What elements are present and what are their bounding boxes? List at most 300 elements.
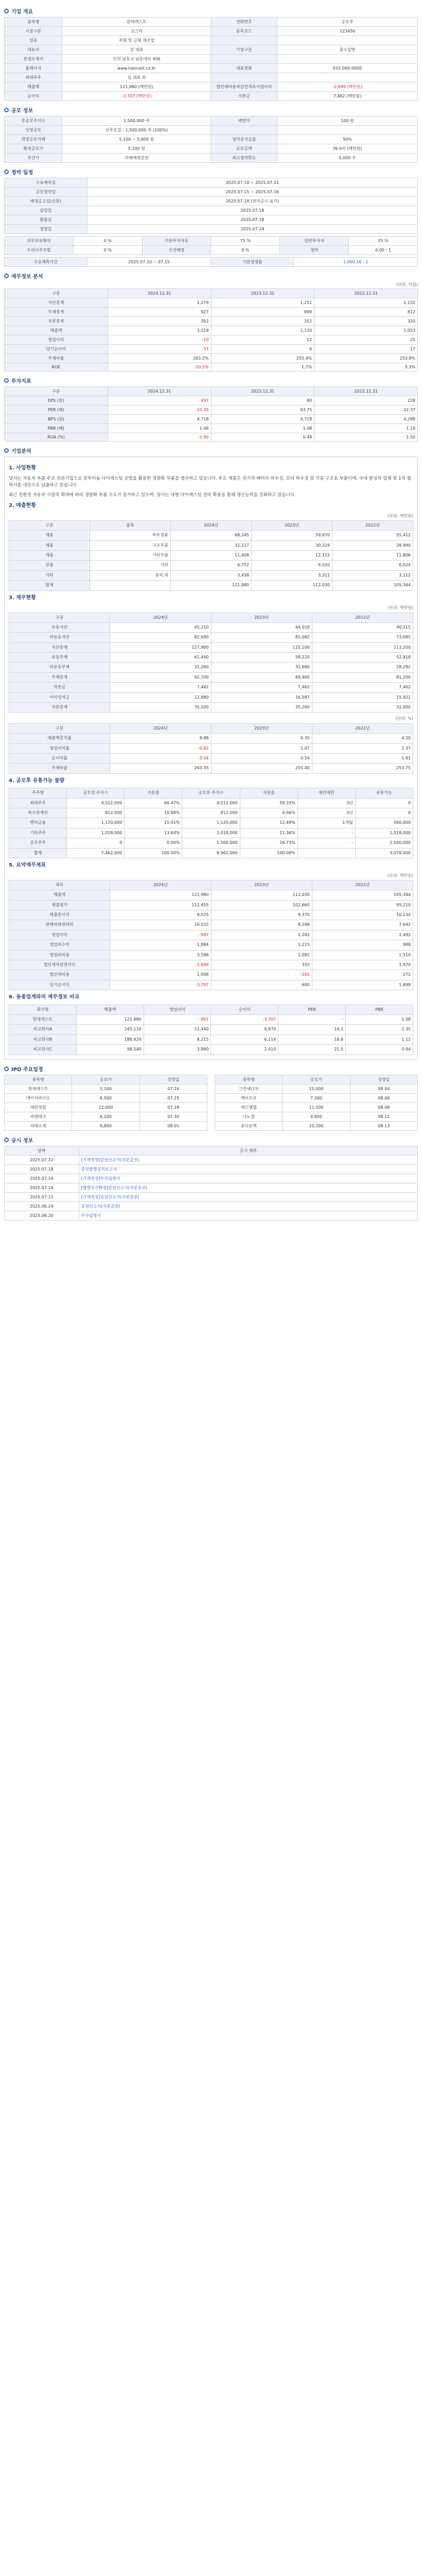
cell: 3,112	[332, 570, 413, 580]
column-header: 상장일	[139, 1075, 207, 1084]
cell: -3,707	[110, 980, 211, 990]
table-row	[9, 890, 413, 900]
cell: 255.40	[211, 764, 312, 773]
cell: 25	[314, 335, 418, 345]
cell: 7,642	[312, 920, 413, 930]
cell: 2025.07.24	[87, 225, 417, 234]
section-bullet-icon	[4, 1138, 9, 1142]
cell: 0.94	[346, 1045, 413, 1055]
table-row	[9, 663, 413, 672]
table-row	[9, 633, 413, 642]
header-row	[5, 1146, 418, 1155]
cell: 127,900	[110, 642, 211, 652]
table-row	[9, 930, 413, 940]
cell: 4,512,000	[182, 798, 240, 808]
cell: 8,962,000	[182, 848, 240, 858]
column-header: 공모전 주식수	[67, 788, 125, 798]
cell: 25 %	[349, 236, 418, 246]
row-label: 상장일	[5, 225, 87, 234]
cell: 유니온텍	[215, 1121, 283, 1130]
table-row	[9, 622, 413, 632]
column-header: 회사명	[9, 1005, 77, 1014]
row-label: 벤처금융	[9, 818, 67, 828]
section-bullet-icon	[4, 274, 9, 278]
cell: 2,082	[211, 950, 312, 960]
cell: 코스닥	[62, 27, 211, 36]
table-row	[5, 1183, 418, 1192]
is-unit: (단위: 백만원)	[387, 873, 413, 878]
column-header: 종목명	[5, 1075, 72, 1084]
cell: 812	[314, 308, 418, 317]
cell: 1,215	[211, 940, 312, 950]
row-label: 제품	[9, 540, 90, 550]
column-header: PER	[278, 1005, 346, 1014]
row-label: 시장구분	[5, 27, 62, 36]
cell: www.hancast.co.kr	[62, 64, 211, 73]
cell: 한대캐스트	[62, 18, 211, 27]
cell: 22.37	[314, 405, 418, 415]
table-row	[5, 92, 418, 101]
notice-link[interactable]: [기재정정]투자설명서	[79, 1174, 417, 1183]
row-label: 영업이익률	[9, 743, 110, 753]
cell: 16.8	[278, 1035, 346, 1044]
cell: 1.61	[312, 754, 413, 764]
notice-link[interactable]: [기재정정]증권신고서(지분증권)	[79, 1192, 417, 1201]
ratio-table	[9, 723, 413, 774]
table-row	[9, 808, 413, 818]
fin-summary-unit: (단위: 억원)	[396, 282, 418, 287]
row-label: 확정공모가	[5, 144, 62, 154]
cell: 253.8%	[314, 354, 418, 363]
column-header: 2023년	[252, 520, 332, 530]
cell: 105,344	[312, 890, 413, 900]
cell: 07.25	[139, 1093, 207, 1103]
table-row	[5, 317, 418, 326]
table-row	[9, 1025, 413, 1035]
row-label: 합계	[9, 581, 90, 590]
table-row	[5, 36, 418, 45]
column-header: 영업이익	[144, 1005, 211, 1014]
cell: 7,462	[211, 683, 312, 692]
table-row	[5, 82, 418, 92]
column-header: 2024년	[110, 613, 211, 622]
table-row	[5, 1103, 207, 1112]
cell: 4,800	[283, 1112, 350, 1121]
row-label: 상품	[9, 561, 90, 570]
balance-table	[9, 613, 413, 713]
cell: 15,921	[312, 692, 413, 702]
cell: 228	[314, 396, 418, 405]
row-label: 비교회사C	[9, 1045, 77, 1055]
cell: 하우징류	[90, 531, 171, 540]
row-label: 상장공모	[5, 126, 62, 135]
cell: 95,210	[312, 900, 413, 910]
row-label: 환불일	[5, 215, 87, 225]
demand-label: 기관경쟁률	[211, 258, 294, 267]
cell: 씨엔테크	[5, 1112, 72, 1121]
cell: 35,200	[211, 703, 312, 713]
cell: 대한정밀	[5, 1103, 72, 1112]
sales-unit: (단위: 백만원)	[387, 513, 413, 518]
table-row	[5, 45, 418, 55]
fin-summary-title: 재무정보 분석	[4, 272, 418, 280]
row-label: 당기순이익	[5, 345, 108, 354]
cell: 1.07	[211, 743, 312, 753]
row-label: 종목명	[5, 18, 62, 27]
cell: 1,053	[314, 326, 418, 335]
h-sales: 2. 매출현황	[9, 503, 36, 509]
table-row	[9, 743, 413, 753]
cell: 1,698	[312, 980, 413, 990]
table-row	[9, 734, 413, 743]
cell: 61,440	[110, 653, 211, 663]
cell: 812,000	[67, 808, 125, 818]
row-label: 기업구분	[211, 45, 277, 55]
cell: 3,078,000	[355, 848, 413, 858]
cell: -2,699	[110, 960, 211, 970]
table-row	[9, 653, 413, 663]
row-label: 기관투자자등	[142, 236, 211, 246]
cell: 김 대표 외	[62, 73, 211, 82]
cell: 188,420	[76, 1035, 144, 1044]
cell: 352	[108, 317, 211, 326]
row-label: 청약증거금율	[211, 135, 277, 144]
cell: 1.12	[346, 1035, 413, 1044]
cell	[90, 581, 171, 590]
notice-link[interactable]: 증권발행실적보고서	[79, 1164, 417, 1174]
header-row	[9, 723, 413, 733]
cell: 12,000	[72, 1103, 139, 1112]
column-header: 2023.12.31	[211, 387, 314, 396]
row-label: 업종	[5, 36, 62, 45]
cell: 112,455	[110, 900, 211, 910]
cell: 공모주	[277, 18, 417, 27]
cell: 1,018,000	[355, 828, 413, 838]
notice-link[interactable]: 증권신고서(지분증권)	[79, 1201, 417, 1211]
cell: 2025.06.20	[5, 1211, 79, 1220]
cell: 31,680	[211, 663, 312, 672]
row-label: 최대주주	[9, 798, 67, 808]
cell: 1.35	[346, 1025, 413, 1035]
table-row	[215, 1103, 418, 1112]
cell: 1,120	[211, 326, 314, 335]
cell: 1,500,000	[182, 838, 240, 848]
table-row	[9, 754, 413, 764]
cell: 68,245	[171, 531, 252, 540]
per-title: 투자지표	[4, 377, 418, 384]
column-header: 2022년	[312, 613, 413, 622]
table-row	[5, 236, 418, 246]
table-row	[9, 980, 413, 990]
cell: 352	[211, 317, 314, 326]
table-row	[9, 798, 413, 808]
header-row	[215, 1075, 418, 1084]
column-header: 2024년	[110, 723, 211, 733]
row-label: 자산총계	[5, 298, 108, 308]
cell: 12.49%	[240, 818, 297, 828]
row-label: 비유동자산	[9, 633, 110, 642]
row-label: 부채비율	[9, 764, 110, 773]
cell: 4.20	[312, 734, 413, 743]
cell: 1,120,000	[182, 818, 240, 828]
cell: 인천 남동구 남동대로 456	[62, 55, 211, 64]
table-row	[215, 1093, 418, 1103]
cell: 4,718	[211, 415, 314, 424]
cell: 08.13	[350, 1121, 417, 1130]
row-label: 주간사	[5, 154, 62, 163]
column-header: 2022년	[332, 520, 413, 530]
cell: -	[297, 828, 355, 838]
row-label: 이익잉여금	[9, 692, 110, 702]
table-row	[9, 910, 413, 920]
table-row	[9, 570, 413, 580]
cell: 6,200	[72, 1112, 139, 1121]
cell: 08.01	[139, 1121, 207, 1130]
cell: 0.54	[211, 754, 312, 764]
analysis-title: 기업분석	[4, 447, 418, 454]
demand-table	[4, 257, 418, 267]
row-label: 자본총계	[9, 703, 110, 713]
cell: 0.00 : 1	[349, 246, 418, 255]
row-label: 영업외비용	[9, 950, 110, 960]
table-row	[5, 363, 418, 371]
cell: 6	[211, 345, 314, 354]
cell: 76.5억 (백만원)	[277, 144, 417, 154]
header-row	[5, 1075, 207, 1084]
table-row	[5, 27, 418, 36]
column-header: 종목명	[215, 1075, 283, 1084]
cell: 1,018,000	[67, 828, 125, 838]
cell: 11,500	[283, 1103, 350, 1112]
table-row	[5, 335, 418, 345]
period-label: 수요예측기간	[5, 258, 87, 267]
table-row	[5, 433, 418, 442]
row-label: 최대주주	[5, 73, 62, 82]
table-row	[9, 1035, 413, 1044]
h-income: 5. 요약재무제표	[9, 862, 46, 869]
cell	[277, 126, 417, 135]
notice-link[interactable]: 투자설명서	[79, 1211, 417, 1220]
section-bullet-icon	[4, 9, 9, 13]
table-row	[5, 178, 418, 188]
row-label: 우선배정	[142, 246, 211, 255]
cell: 1,500,000 주	[62, 116, 211, 126]
row-label: 공모주주	[9, 838, 67, 848]
table-row	[5, 188, 418, 197]
cell: 16,587	[211, 692, 312, 702]
row-label: 공모금액	[211, 144, 277, 154]
cell: -	[297, 838, 355, 848]
table-row	[9, 642, 413, 652]
cell: 73,085	[312, 633, 413, 642]
cell: 5,100	[72, 1084, 139, 1093]
lockup-table	[4, 236, 418, 255]
table-row	[5, 1155, 418, 1164]
cell: 1,132	[314, 298, 418, 308]
cell: 3,586	[110, 950, 211, 960]
column-header: 구분	[9, 723, 110, 733]
cell: 0.48	[211, 433, 314, 442]
cell: 4,718	[108, 415, 211, 424]
column-header: 2023.12.31	[211, 289, 314, 298]
per-table	[4, 386, 418, 442]
table-row	[5, 197, 418, 206]
table-row	[9, 672, 413, 682]
cell: -3,707 (백만원)	[62, 92, 211, 101]
table-row	[9, 540, 413, 550]
column-header: 2024.12.31	[108, 387, 211, 396]
cell: 5,100 ~ 5,800 원	[62, 135, 211, 144]
cell: 112,030	[211, 890, 312, 900]
table-row	[5, 215, 418, 225]
cell: 1,251	[211, 298, 314, 308]
business-p2: 최근 친환경 자동차 시장의 확대에 따라 경량화 부품 수요가 증가하고 있으며, 당사는 대형 다이캐스팅 설비 확충을 통해 생산능력을 강화하고 있습니다.	[9, 492, 296, 498]
overview-title: 기업 개요	[4, 7, 418, 15]
cell: 그린에너지	[215, 1084, 283, 1093]
table-row	[5, 424, 418, 433]
row-label: 유동자산	[9, 622, 110, 632]
column-header: 공시 제목	[79, 1146, 417, 1155]
cell: 80	[211, 396, 314, 405]
table-row	[5, 1093, 207, 1103]
row-label: 당기순이익	[9, 980, 110, 990]
cell: 63.75	[211, 405, 314, 415]
cell: 105,344	[332, 581, 413, 590]
cell: 0 %	[73, 246, 142, 255]
column-header: 과목	[9, 880, 110, 890]
row-label: 최고청약한도	[211, 154, 277, 163]
table-row	[215, 1084, 418, 1093]
column-header: PBR	[346, 1005, 413, 1014]
row-label: 제품	[9, 531, 90, 540]
cell: 신주모집 : 1,500,000 주 (100%)	[62, 126, 211, 135]
cell: 121,980 (백만원)	[62, 82, 211, 92]
cell: 9,525	[110, 910, 211, 920]
cell: 3,458	[171, 570, 252, 580]
column-header: 2022년	[312, 880, 413, 890]
table-row	[215, 1121, 418, 1130]
row-label: 영업이익	[5, 335, 108, 345]
row-label: 매출액	[9, 890, 110, 900]
cell: 17	[314, 345, 418, 354]
row-label: 자본총계	[5, 317, 108, 326]
cell: 032-000-0000	[277, 64, 417, 73]
table-row	[5, 126, 418, 135]
column-header: 지분율	[240, 788, 297, 798]
cell: 899	[211, 308, 314, 317]
table-row	[9, 561, 413, 570]
row-label: 매출액증가율	[9, 734, 110, 743]
cell: 255.4%	[211, 354, 314, 363]
cell: 89,900	[211, 672, 312, 682]
cell: 7,300	[283, 1093, 350, 1103]
cell: 2025.07.18 (전자공시 표기)	[87, 197, 417, 206]
row-label: 법인세비용차감전계속사업이익	[211, 82, 277, 92]
column-header: 지분율	[125, 788, 182, 798]
header-row	[9, 1005, 413, 1014]
table-row	[9, 764, 413, 773]
cell: 1,500,000	[355, 838, 413, 848]
table-row	[9, 1045, 413, 1055]
cell: 주형 및 금형 제조업	[62, 36, 211, 45]
cell: 50.33%	[240, 798, 297, 808]
notice-link[interactable]: [발행조건확정]증권신고서(지분증권)	[79, 1183, 417, 1192]
cell: 44,018	[211, 622, 312, 632]
row-label: 기타	[9, 570, 90, 580]
cell: 263.35	[110, 764, 211, 773]
demand-value: 1,060.16 : 1	[294, 258, 418, 267]
table-row	[5, 354, 418, 363]
cell: 60.47%	[125, 798, 182, 808]
cell: 8,168	[211, 920, 312, 930]
row-label: 청약	[280, 246, 349, 255]
table-row	[5, 1201, 418, 1211]
cell: 08.08	[350, 1103, 417, 1112]
offering-title: 공모 정보	[4, 106, 418, 114]
row-label: 매출액	[5, 82, 62, 92]
notice-link[interactable]: [기재정정]증권신고서(지분증권)	[79, 1155, 417, 1164]
column-header: 유통가능	[355, 788, 413, 798]
cell: 3년	[297, 808, 355, 818]
cell: 50%	[277, 135, 417, 144]
row-label: 홈페이지	[5, 64, 62, 73]
h-float: 4. 공모후 유통가능 물량	[9, 777, 65, 784]
peer-table	[9, 1005, 413, 1055]
cell: 기타부품	[90, 551, 171, 561]
schedule-title: 청약 일정	[4, 168, 418, 176]
row-label: 법인세비용	[9, 970, 110, 980]
row-label: 영업외수익	[9, 940, 110, 950]
table-row	[9, 970, 413, 980]
table-row	[5, 1112, 207, 1121]
section-bullet-icon	[4, 1066, 9, 1071]
row-label: 공모청약일	[5, 188, 87, 197]
notice-table	[4, 1146, 418, 1221]
cell: 121,980	[76, 1015, 144, 1025]
column-header: 구분	[9, 613, 110, 622]
column-header: 2023년	[211, 880, 312, 890]
cell: 08.11	[350, 1112, 417, 1121]
cell: 82,690	[110, 633, 211, 642]
row-label: 희망공모가액	[5, 135, 62, 144]
table-row	[5, 345, 418, 354]
cell: 1개월	[297, 818, 355, 828]
sales-table	[9, 520, 413, 591]
header-row	[9, 788, 413, 798]
row-label: 자산총계	[9, 642, 110, 652]
cell: 113,200	[312, 642, 413, 652]
cell: 13.64%	[125, 828, 182, 838]
fin-summary-table	[4, 289, 418, 371]
cell: 12,115	[252, 551, 332, 561]
cell: 245,110	[76, 1025, 144, 1035]
cell: 12,440	[144, 1025, 211, 1035]
ratio-unit: (단위: %)	[395, 716, 413, 721]
cell: 2,410	[211, 1045, 278, 1055]
cell: 0 %	[211, 246, 280, 255]
cell: 6.35	[211, 734, 312, 743]
table-row	[5, 1164, 418, 1174]
section-bullet-icon	[4, 378, 9, 383]
cell: 15,000	[283, 1084, 350, 1093]
cell: 2025.07.11	[5, 1192, 79, 1201]
column-header: 구분	[5, 387, 108, 396]
cell: 45,210	[110, 622, 211, 632]
cell: 08.04	[350, 1084, 417, 1093]
column-header: 2022.12.31	[314, 289, 418, 298]
row-label: 매출총이익	[9, 910, 110, 920]
cell: 28,282	[312, 663, 413, 672]
